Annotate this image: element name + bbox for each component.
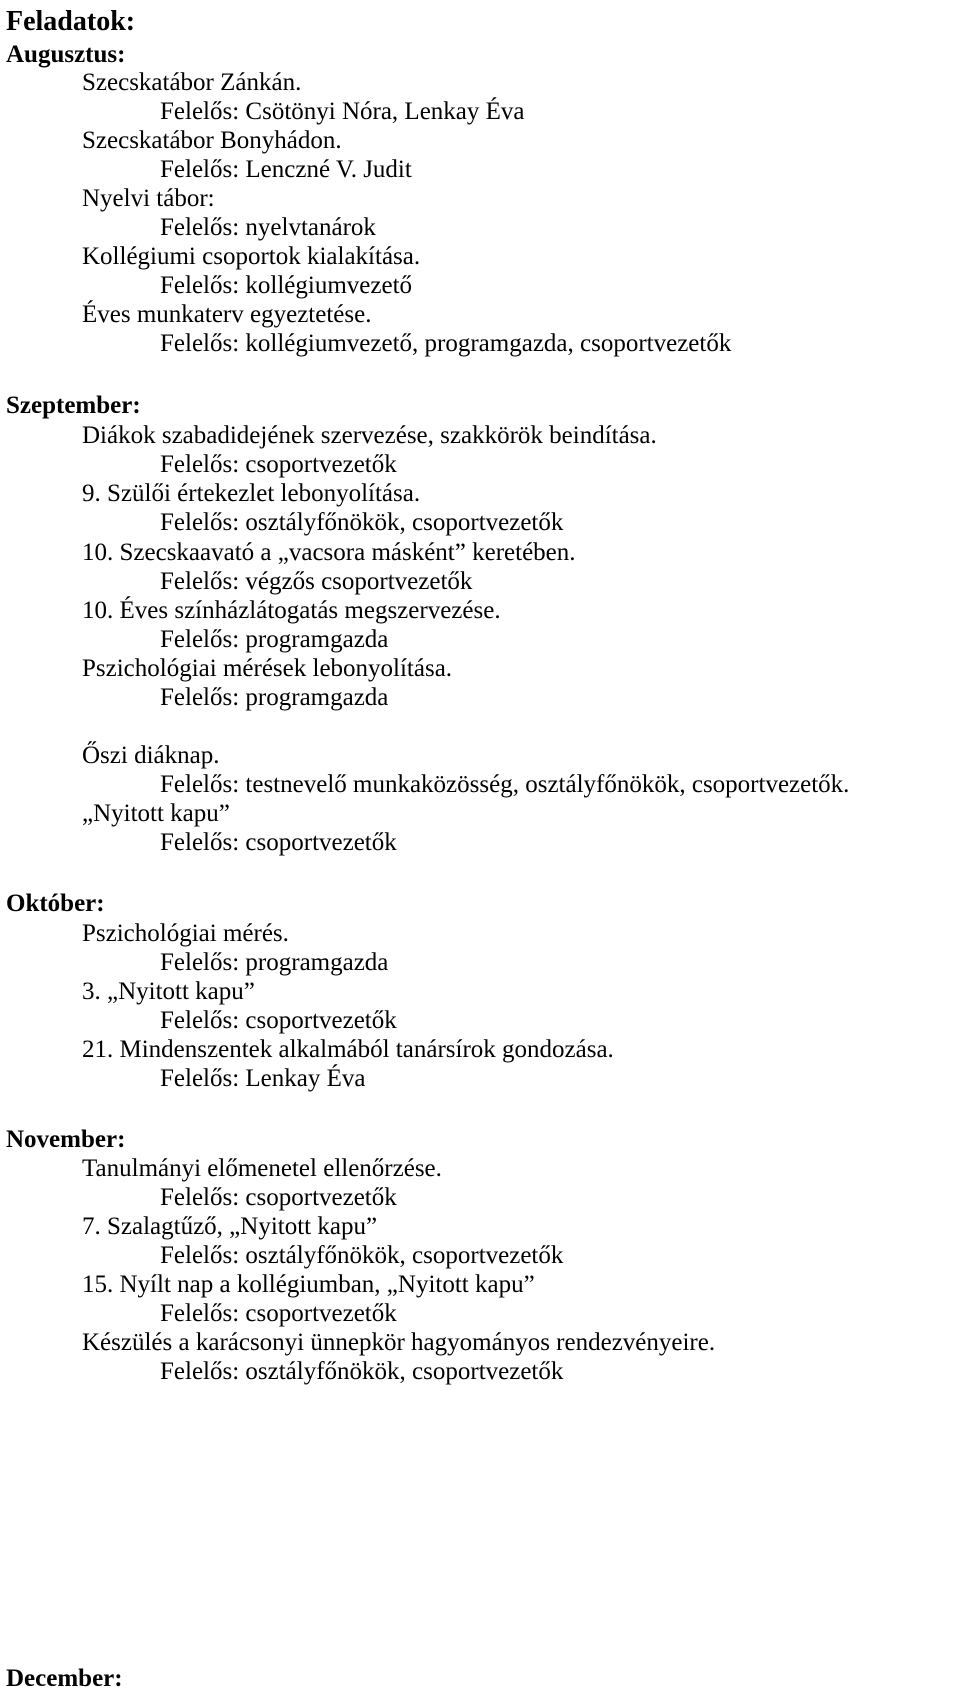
responsible-line: Felelős: csoportvezetők <box>160 1184 397 1211</box>
responsible-line: Felelős: nyelvtanárok <box>160 214 376 241</box>
responsible-line: Felelős: csoportvezetők <box>160 1007 397 1034</box>
responsible-line: Felelős: csoportvezetők <box>160 1300 397 1327</box>
task-item: Diákok szabadidejének szervezése, szakkörök beindítása. <box>82 422 657 449</box>
responsible-line: Felelős: osztályfőnökök, csoportvezetők <box>160 1242 564 1269</box>
task-item: Kollégiumi csoportok kialakítása. <box>82 243 421 270</box>
responsible-line: Felelős: testnevelő munkaközösség, osztályfőnökök, csoportvezetők. <box>160 771 850 798</box>
month-heading-august: Augusztus: <box>6 41 126 68</box>
task-item: 15. Nyílt nap a kollégiumban, „Nyitott kapu” <box>82 1271 535 1298</box>
task-item: Nyelvi tábor: <box>82 185 215 212</box>
task-item: Őszi diáknap. <box>82 742 220 769</box>
month-heading-december: December: <box>6 1665 123 1692</box>
task-item: Éves munkaterv egyeztetése. <box>82 301 372 328</box>
task-item: 10. Éves színházlátogatás megszervezése. <box>82 597 501 624</box>
task-item: 9. Szülői értekezlet lebonyolítása. <box>82 480 421 507</box>
responsible-line: Felelős: osztályfőnökök, csoportvezetők <box>160 1358 564 1385</box>
page-title: Feladatok: <box>6 6 136 37</box>
task-item: Szecskatábor Zánkán. <box>82 69 302 96</box>
task-item: Készülés a karácsonyi ünnepkör hagyományos rendezvényeire. <box>82 1329 716 1356</box>
task-item: Pszichológiai mérés. <box>82 920 289 947</box>
responsible-line: Felelős: programgazda <box>160 626 389 653</box>
task-item: 7. Szalagtűző, „Nyitott kapu” <box>82 1213 378 1240</box>
responsible-line: Felelős: Lenkay Éva <box>160 1065 366 1092</box>
month-heading-october: Október: <box>6 890 105 917</box>
task-item: 21. Mindenszentek alkalmából tanársírok gondozása. <box>82 1036 614 1063</box>
responsible-line: Felelős: csoportvezetők <box>160 451 397 478</box>
month-heading-november: November: <box>6 1126 126 1153</box>
responsible-line: Felelős: Csötönyi Nóra, Lenkay Éva <box>160 98 525 125</box>
responsible-line: Felelős: programgazda <box>160 684 389 711</box>
responsible-line: Felelős: Lenczné V. Judit <box>160 156 412 183</box>
task-item: 3. „Nyitott kapu” <box>82 978 255 1005</box>
task-item: „Nyitott kapu” <box>82 800 230 827</box>
task-item: Szecskatábor Bonyhádon. <box>82 127 342 154</box>
task-item: Tanulmányi előmenetel ellenőrzése. <box>82 1155 442 1182</box>
responsible-line: Felelős: végzős csoportvezetők <box>160 568 473 595</box>
responsible-line: Felelős: kollégiumvezető, programgazda, csoportvezetők <box>160 330 732 357</box>
responsible-line: Felelős: csoportvezetők <box>160 829 397 856</box>
responsible-line: Felelős: programgazda <box>160 949 389 976</box>
task-item: 10. Szecskaavató a „vacsora másként” keretében. <box>82 539 576 566</box>
task-item: Pszichológiai mérések lebonyolítása. <box>82 655 453 682</box>
month-heading-september: Szeptember: <box>6 392 141 419</box>
responsible-line: Felelős: osztályfőnökök, csoportvezetők <box>160 509 564 536</box>
responsible-line: Felelős: kollégiumvezető <box>160 272 413 299</box>
